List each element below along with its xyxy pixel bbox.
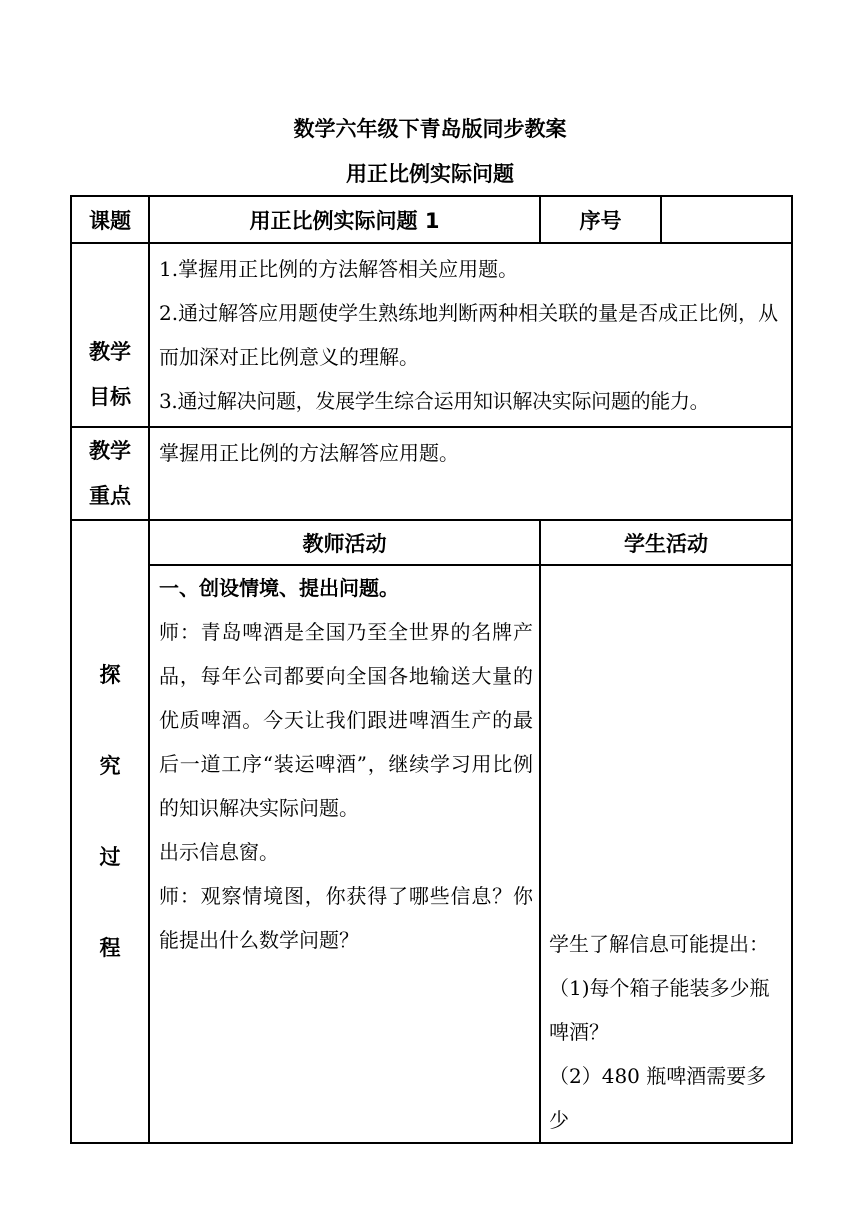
process-content-row	[71, 565, 792, 1143]
goals-row	[71, 243, 792, 427]
goal-item: 3.通过解决问题，发展学生综合运用知识解决实际问题的能力。	[159, 389, 710, 413]
student-paragraph: （2）480 瓶啤酒需要多少	[549, 1064, 767, 1132]
focus-content: 掌握用正比例的方法解答应用题。	[149, 427, 792, 520]
goals-label: 教学 目标	[71, 243, 149, 427]
goals-content	[149, 243, 792, 427]
document-subtitle: 用正比例实际问题	[346, 162, 514, 186]
teacher-activity-content	[149, 565, 540, 1143]
teacher-paragraph: 师：青岛啤酒是全国乃至全世界的名牌产品，每年公司都要向全国各地输送大量的优质啤酒。今天让我们跟进啤酒生产的最后一道工序“装运啤酒”，继续学习用比例的知识解决实际问题。	[159, 620, 533, 820]
sequence-value	[661, 196, 792, 243]
goal-item: 1.掌握用正比例的方法解答相关应用题。	[159, 257, 519, 281]
subject-label: 课题	[71, 196, 149, 243]
teacher-paragraph: 师：观察情境图，你获得了哪些信息？你能提出什么数学问题？	[159, 884, 533, 952]
subject-row	[71, 196, 792, 243]
section-title: 一、创设情境、提出问题。	[159, 576, 399, 600]
student-paragraph: 学生了解信息可能提出：	[549, 932, 769, 956]
subject-value: 用正比例实际问题 1	[149, 196, 540, 243]
student-paragraph: （1)每个箱子能装多少瓶啤酒？	[549, 976, 770, 1044]
student-activity-header: 学生活动	[540, 520, 792, 565]
sequence-label: 序号	[540, 196, 661, 243]
process-label: 探 究 过 程	[71, 520, 149, 1143]
teacher-paragraph: 出示信息窗。	[159, 840, 279, 864]
teacher-activity-header: 教师活动	[149, 520, 540, 565]
document-title: 数学六年级下青岛版同步教案	[293, 117, 567, 141]
student-activity-content	[540, 565, 792, 1143]
lesson-plan-table	[70, 195, 793, 1144]
process-header-row	[71, 520, 792, 565]
goal-item: 2.通过解答应用题使学生熟练地判断两种相关联的量是否成正比例，从而加深对正比例意义的理解。	[159, 301, 779, 369]
focus-row	[71, 427, 792, 520]
focus-label: 教学 重点	[71, 427, 149, 520]
